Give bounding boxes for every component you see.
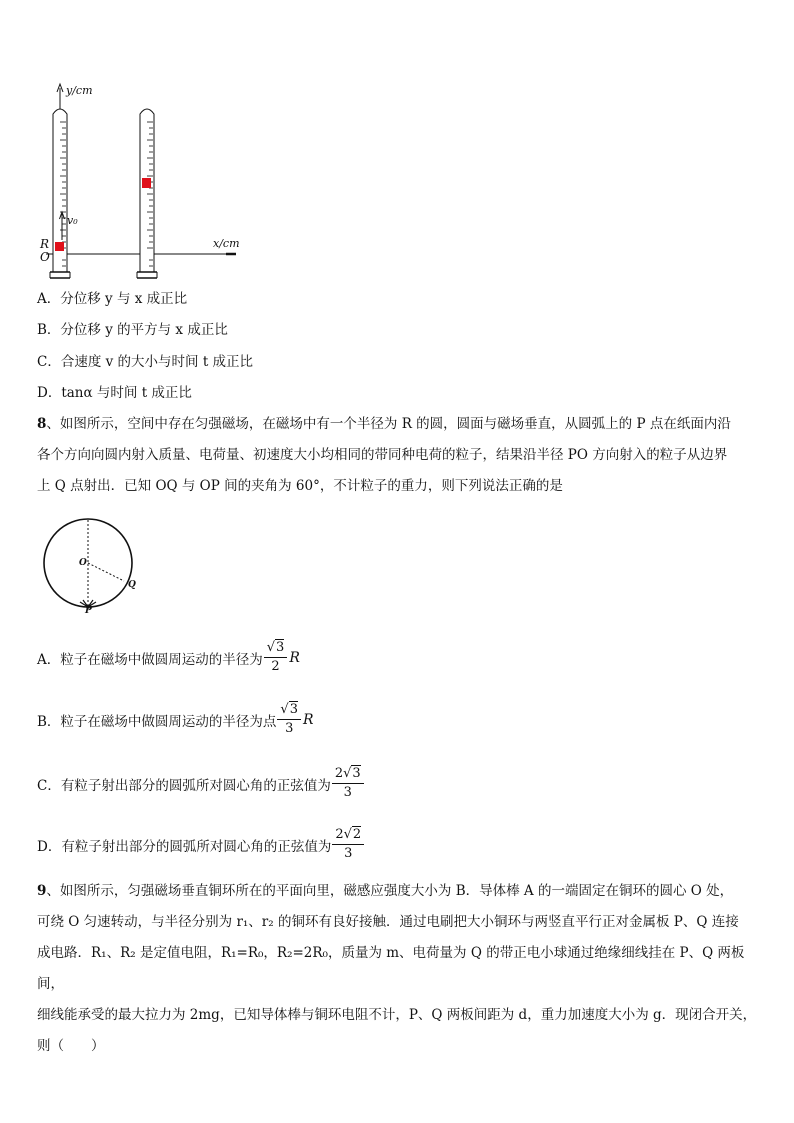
q9-line-3: 成电路．R₁、R₂ 是定值电阻，R₁=R₀，R₂=2R₀，质量为 m、电荷量为 Q 的带正电小球通过绝缘细线挂在 P、Q 两板间，	[37, 945, 745, 992]
circle-q-label: Q	[128, 580, 136, 590]
q8-number: 8	[37, 416, 47, 432]
radius-symbol: R	[289, 649, 300, 666]
radicand: 3	[289, 702, 298, 717]
q8-option-d-text: D．有粒子射出部分的圆弧所对圆心角的正弦值为	[37, 838, 332, 855]
q9-stem	[37, 876, 761, 1062]
denominator: 2	[271, 659, 280, 674]
q7-option-c: C．合速度 v 的大小与时间 t 成正比	[37, 354, 254, 370]
fraction: $\frac{√3}{3}$	[277, 701, 301, 738]
tube-figure	[36, 82, 251, 282]
q8-option-b-text: B．粒子在磁场中做圆周运动的半径为点	[37, 713, 277, 730]
q8-option-d	[37, 826, 365, 863]
q7-option-b: B．分位移 y 的平方与 x 成正比	[37, 322, 228, 338]
radicand: 2	[352, 827, 362, 842]
denominator: 3	[343, 785, 352, 800]
o-label: O	[40, 250, 50, 264]
q7-option-d: D．tanα 与时间 t 成正比	[37, 385, 192, 401]
q8-option-a	[37, 639, 300, 676]
circle-p-label: P	[85, 606, 92, 616]
r-label: R	[40, 237, 50, 251]
coefficient: 2	[334, 766, 344, 781]
circle-o-label: O	[79, 558, 87, 568]
q9-line-1: 、如图所示，匀强磁场垂直铜环所在的平面向里，磁感应强度大小为 B．导体棒 A 的一端固定在铜环的圆心 O 处，	[46, 883, 734, 899]
v0-label: v₀	[67, 214, 78, 227]
q8-stem-line-2: 各个方向向圆内射入质量、电荷量、初速度大小均相同的带同种电荷的粒子，结果沿半径 PO 方向射入的粒子从边界	[37, 447, 728, 463]
radius-symbol: R	[303, 711, 314, 728]
coefficient: 2	[335, 827, 344, 842]
denominator: 3	[344, 846, 353, 861]
fraction: $\frac{2√2}{3}$	[332, 826, 364, 863]
q9-number: 9	[37, 883, 47, 899]
fraction: $\frac{2√3}{3}$	[332, 765, 364, 802]
denominator: 3	[285, 721, 294, 736]
q9-line-2: 可绕 O 匀速转动，与半径分别为 r₁、r₂ 的铜环有良好接触．通过电刷把大小铜环与两竖直平行正对金属板 P、Q 连接	[37, 914, 739, 930]
y-axis-label: y/cm	[66, 84, 93, 97]
q8-stem-line-3: 上 Q 点射出．已知 OQ 与 OP 间的夹角为 60°，不计粒子的重力，则下列说法正确的是	[37, 478, 563, 494]
q8-option-b	[37, 701, 314, 738]
q8-stem-line-1: 、如图所示，空间中存在匀强磁场，在磁场中有一个半径为 R 的圆，圆面与磁场垂直，从圆弧上的 P 点在纸面内沿	[46, 416, 731, 432]
q9-line-4: 细线能承受的最大拉力为 2mg，已知导体棒与铜环电阻不计，P、Q 两板间距为 d，重力加速度大小为 g．现闭合开关，	[37, 1007, 757, 1023]
q8-option-c-text: C．有粒子射出部分的圆弧所对圆心角的正弦值为	[37, 777, 331, 794]
radicand: 3	[276, 640, 285, 655]
q8-option-c	[37, 765, 365, 802]
q9-line-5: 则（ ）	[37, 1038, 105, 1054]
fraction: $\frac{√3}{2}$	[264, 639, 288, 676]
q8-stem	[37, 409, 761, 502]
q8-option-a-text: A．粒子在磁场中做圆周运动的半径为	[37, 651, 263, 668]
q7-option-a: A．分位移 y 与 x 成正比	[37, 291, 188, 307]
radicand: 3	[352, 766, 361, 781]
circle-figure	[36, 518, 146, 618]
x-axis-label: x/cm	[213, 237, 240, 250]
